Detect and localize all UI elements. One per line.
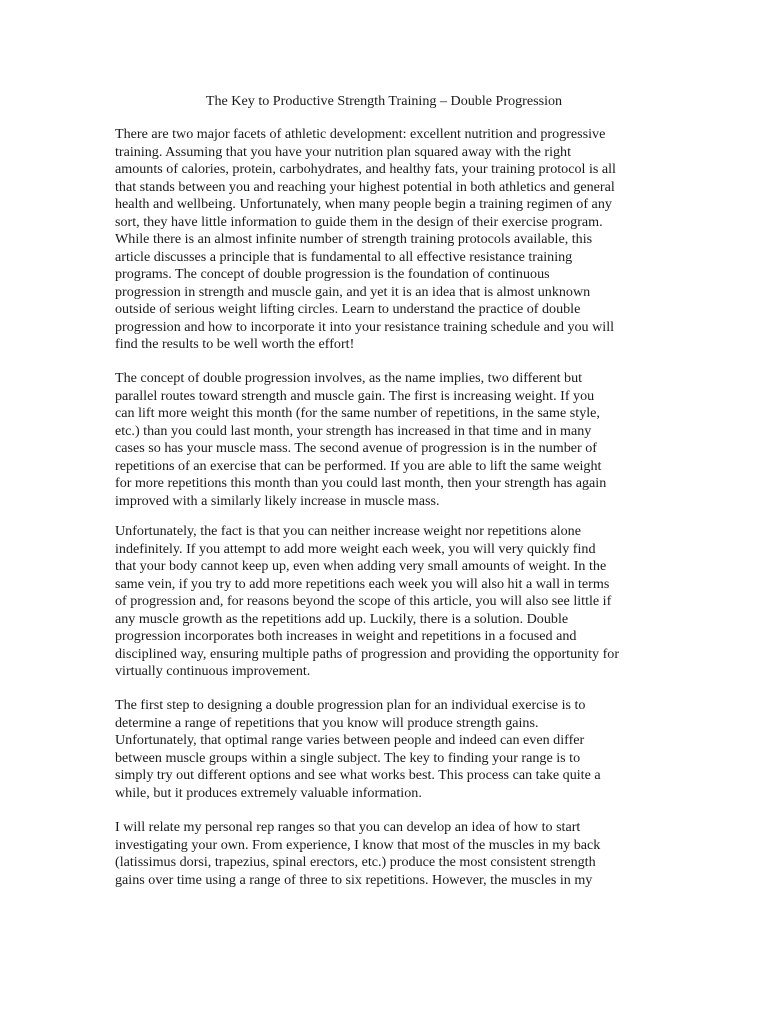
text-line: outside of serious weight lifting circles. Learn to understand the practice of double <box>115 301 581 317</box>
text-line: progression in strength and muscle gain, and yet it is an idea that is almost unknown <box>115 283 591 300</box>
text-line: repetitions of an exercise that can be performed. If you are able to lift the same weight <box>115 457 602 474</box>
paragraph-2 <box>115 370 660 510</box>
text-line: sort, they have little information to guide them in the design of their exercise program. <box>115 213 603 230</box>
text-line: etc.) than you could last month, your strength has increased in that time and in many <box>115 422 592 439</box>
text-line: cases so has your muscle mass. The second avenue of progression is in the number of <box>115 440 597 456</box>
text-line: I will relate my personal rep ranges so that you can develop an idea of how to start <box>115 819 581 835</box>
text-line: any muscle growth as the repetitions add up. Luckily, there is a solution. Double <box>115 610 569 627</box>
text-line: between muscle groups within a single subject. The key to finding your range is to <box>115 749 581 766</box>
text-line: article discusses a principle that is fundamental to all effective resistance training <box>115 248 573 265</box>
text-line: of progression and, for reasons beyond the scope of this article, you will also see little if <box>115 593 612 609</box>
text-line: The concept of double progression involves, as the name implies, two different but <box>115 370 583 386</box>
text-line: gains over time using a range of three to six repetitions. However, the muscles in my <box>115 871 593 888</box>
text-line: parallel routes toward strength and muscle gain. The first is increasing weight. If you <box>115 387 595 404</box>
paragraph-4 <box>115 697 660 802</box>
text-line: Unfortunately, the fact is that you can neither increase weight nor repetitions alone <box>115 523 581 539</box>
text-line: programs. The concept of double progression is the foundation of continuous <box>115 266 550 282</box>
text-line: for more repetitions this month than you could last month, then your strength has again <box>115 475 607 491</box>
text-line: determine a range of repetitions that you know will produce strength gains. <box>115 714 539 731</box>
document-title: The Key to Productive Strength Training – Double Progression <box>205 93 563 109</box>
text-line: Unfortunately, that optimal range varies between people and indeed can even differ <box>115 732 585 748</box>
text-line: The first step to designing a double progression plan for an individual exercise is to <box>115 697 586 713</box>
text-line: training. Assuming that you have your nutrition plan squared away with the right <box>115 143 572 160</box>
text-line: While there is an almost infinite number of strength training protocols available, this <box>115 231 593 247</box>
text-line: that stands between you and reaching your highest potential in both athletics and general <box>115 178 615 195</box>
text-line: virtually continuous improvement. <box>115 663 311 679</box>
text-line: health and wellbeing. Unfortunately, when many people begin a training regimen of any <box>115 196 612 212</box>
text-line: progression incorporates both increases in weight and repetitions in a focused and <box>115 628 577 644</box>
paragraph-3 <box>115 523 660 681</box>
text-line: that your body cannot keep up, even when adding very small amounts of weight. In the <box>115 558 607 574</box>
text-line: amounts of calories, protein, carbohydrates, and healthy fats, your training protocol is all <box>115 161 616 177</box>
paragraph-5 <box>115 819 660 889</box>
text-line: progression and how to incorporate it into your resistance training schedule and you will <box>115 318 615 335</box>
text-line: same vein, if you try to add more repetitions each week you will also hit a wall in terms <box>115 575 610 592</box>
text-line: (latissimus dorsi, trapezius, spinal erectors, etc.) produce the most consistent strength <box>115 854 596 870</box>
text-line: improved with a similarly likely increase in muscle mass. <box>115 492 440 509</box>
text-line: can lift more weight this month (for the same number of repetitions, in the same style, <box>115 405 600 421</box>
text-line: find the results to be well worth the effort! <box>115 336 355 352</box>
text-line: disciplined way, ensuring multiple paths of progression and providing the opportunity for <box>115 645 620 662</box>
text-line: simply try out different options and see what works best. This process can take quite a <box>115 767 601 783</box>
text-line: indefinitely. If you attempt to add more weight each week, you will very quickly find <box>115 540 596 557</box>
text-line: There are two major facets of athletic development: excellent nutrition and progressive <box>115 126 606 142</box>
text-line: while, but it produces extremely valuable information. <box>115 784 422 801</box>
text-line: investigating your own. From experience, I know that most of the muscles in my back <box>115 836 601 853</box>
paragraph-1 <box>115 126 660 354</box>
